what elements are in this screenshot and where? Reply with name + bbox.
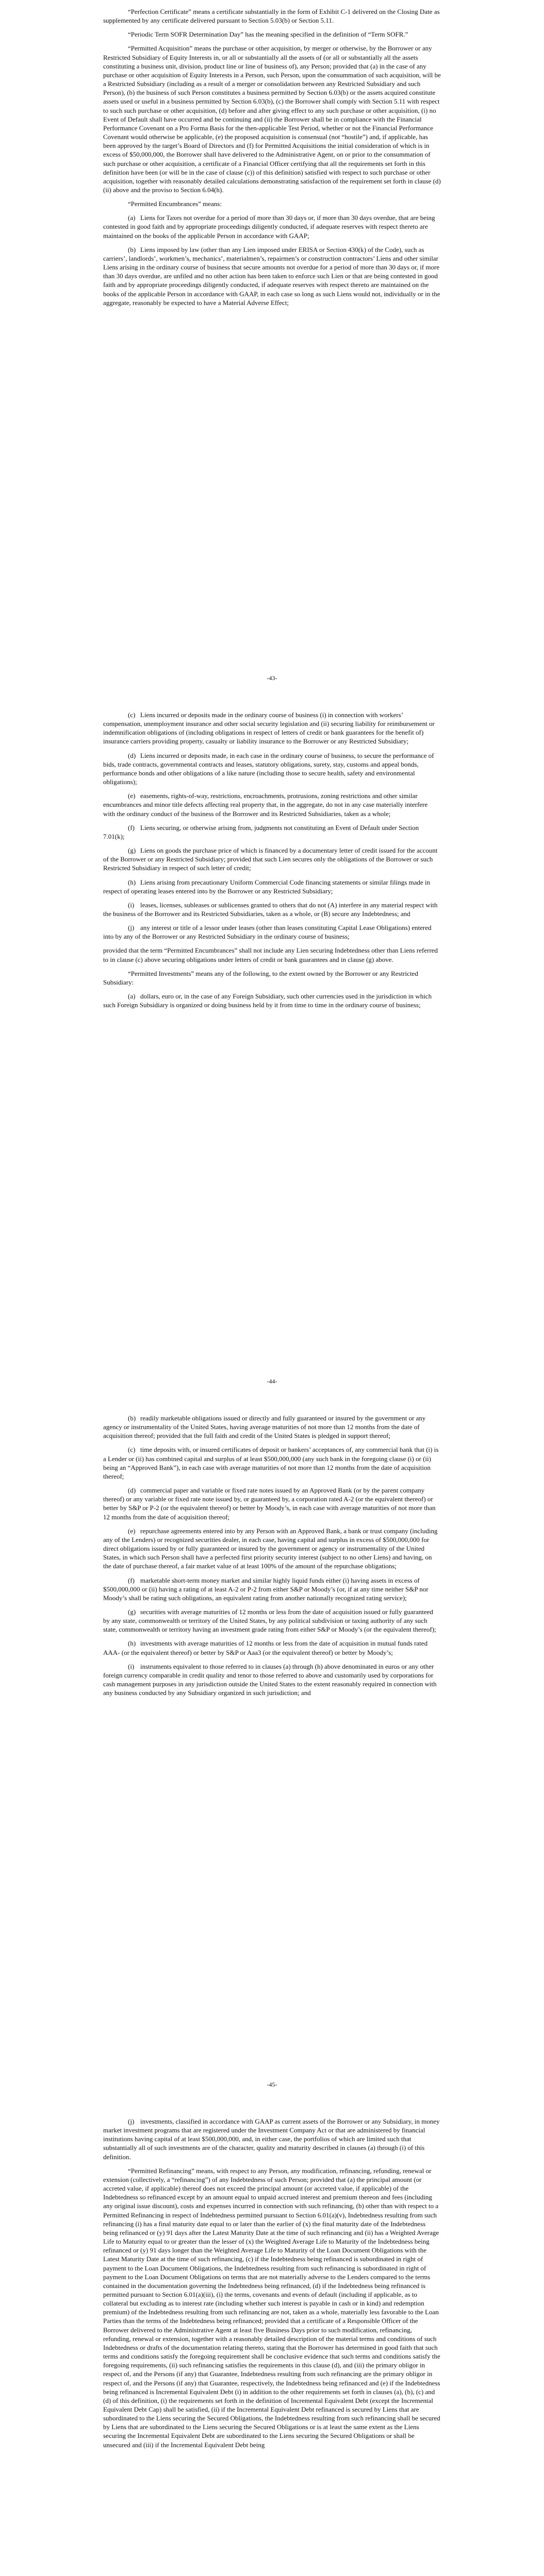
clause-label: (d) xyxy=(128,1486,136,1495)
clause-label: (e) xyxy=(128,792,136,800)
clause-label: (j) xyxy=(128,2117,135,2125)
clause-text: Liens incurred or deposits made, in each case in the ordinary course of business, to secure the performance of bids, trade contracts, governmental contracts and leases, statutory obligations, surety, stay, customs and appeal bonds, performance bonds and other obligations of a like nature (including those to secure health, safety and environmental obligations); xyxy=(103,751,434,786)
clause-label: (j) xyxy=(128,924,135,932)
enumerated-clause xyxy=(103,1607,441,1634)
clause-label: (g) xyxy=(128,1607,136,1616)
document-page xyxy=(0,703,544,1406)
definition-paragraph: “Perfection Certificate” means a certificate substantially in the form of Exhibit C-1 delivered on the Closing Date as supplemented by any certificate delivered pursuant to Section 5.03(b) or Section 5.11. xyxy=(103,8,440,25)
clause-text: leases, licenses, subleases or sublicenses granted to others that do not (A) interfere in any material respect with the business of the Borrower and its Restricted Subsidiaries, taken as a whole, or (B) secure any Indebtedness; and xyxy=(103,901,438,918)
document-page xyxy=(0,0,544,703)
enumerated-clause xyxy=(103,213,441,240)
clause-text: Liens arising from precautionary Uniform Commercial Code financing statements or similar filings made in respect of operating leases entered into by the Borrower or any Restricted Subsidiary; xyxy=(103,878,431,895)
clause-label: (e) xyxy=(128,1527,136,1535)
clause-text: Liens incurred or deposits made in the ordinary course of business (i) in connection with workers’ compensation, unemployment insurance and other social security legislation and (ii) securing liability for reimbursement or indemnification obligations of (including obligations in respect of letters of credit or bank guarantees for the benefit of) insurance carriers providing property, casualty or liability insurance to the Borrower or any Restricted Subsidiary; xyxy=(103,711,435,745)
page-number: -45- xyxy=(267,2081,277,2089)
clause-text: Liens imposed by law (other than any Lien imposed under ERISA or Section 430(k) of the Code), such as carriers’, landlords’, workmen’s, mechanics’, materialmen’s, repairmen’s or construction contractors’ Liens and other similar Liens arising in the ordinary course of business that secure amounts not overdue for a period of more than 30 days or, if more than 30 days overdue, are unfiled and no other action has been taken to enforce such Lien or that are being contested in good faith and by appropriate proceedings diligently conducted, if adequate reserves with respect thereto are maintained on the books of the applicable Person in accordance with GAAP, in each case so long as such Liens would not, individually or in the aggregate, reasonably be expected to have a Material Adverse Effect; xyxy=(103,245,440,307)
clause-label: (f) xyxy=(128,1576,135,1584)
clause-text: Liens on goods the purchase price of which is financed by a documentary letter of credit issued for the account of the Borrower or any Restricted Subsidiary; provided that such Lien secures only the obligations of the Borrower or such Restricted Subsidiary in respect of such letter of credit; xyxy=(103,846,438,872)
clause-text: marketable short-term money market and similar highly liquid funds either (i) having assets in excess of $500,000,000 or (ii) having a rating of at least A-2 or P-2 from either S&P or Moody’s (or, if at any time neither S&P nor Moody’s shall be rating such obligations, an equivalent rating from another nationally recognized rating service); xyxy=(103,1576,428,1602)
enumerated-clause xyxy=(103,923,441,941)
clause-text: securities with average maturities of 12 months or less from the date of acquisition issued or fully guaranteed by any state, commonwealth or territory of the United States, by any political subdivision or taxing authority of any such state, commonwealth or territory having an investment grade rating from either S&P or Moody’s (or the equivalent thereof); xyxy=(103,1607,436,1634)
enumerated-clause xyxy=(103,878,441,895)
enumerated-clause xyxy=(103,710,441,746)
definition-paragraph: “Permitted Acquisition” means the purchase or other acquisition, by merger or otherwise, by the Borrower or any Restricted Subsidiary of Equity Interests in, or all or substantially all the assets of (or all or substantially all the assets constituting a business unit, division, product line or line of business of), any Person; provided that (a) in the case of any purchase or other acquisition of Equity Interests in a Person, such Person, upon the consummation of such acquisition, will be a Restricted Subsidiary (including as a result of a merger or consolidation between any Restricted Subsidiary and such Person), (b) the business of such Person constitutes a business permitted by Section 6.03(b) or the assets acquired constitute assets used or useful in a business permitted by Section 6.03(b), (c) the Borrower shall comply with Section 5.11 with respect to such such purchase or other acquisition, (d) before and after giving effect to any such purchase or other acquisition, (i) no Event of Default shall have occurred and be continuing and (ii) the Borrower shall be in compliance with the Financial Performance Covenant on a Pro Forma Basis for the then-applicable Test Period, whether or not the Financial Performance Covenant would otherwise be applicable, (e) the proposed acquisition is consensual (not “hostile”) and, if applicable, has been approved by the target’s Board of Directors and (f) for Permitted Acquisitions the initial consideration of which is in excess of $50,000,000, the Borrower shall have delivered to the Administrative Agent, on or prior to the consummation of such purchase or other acquisition, a certificate of a Financial Officer certifying that all the requirements set forth in this definition have been (or will be in the case of clause (c)) of this definition) satisfied with respect to such purchase or other acquisition, together with reasonably detailed calculations demonstrating satisfaction of the requirement set forth in clause (d)(ii) above and the proviso to Section 6.04(h). xyxy=(103,44,441,194)
clause-text: any interest or title of a lessor under leases (other than leases constituting Capital Lease Obligations) entered into by any of the Borrower or any Restricted Subsidiary in the ordinary course of business; xyxy=(103,924,432,941)
clause-label: (d) xyxy=(128,751,136,759)
clause-label: (b) xyxy=(128,1414,136,1422)
enumerated-clause xyxy=(103,901,441,918)
clause-label: (h) xyxy=(128,1639,136,1648)
enumerated-clause xyxy=(103,846,441,872)
document-page xyxy=(0,1406,544,2110)
enumerated-clause xyxy=(103,751,441,787)
enumerated-clause xyxy=(103,992,441,1009)
enumerated-clause xyxy=(103,1576,441,1602)
definition-paragraph: “Permitted Investments” means any of the following, to the extent owned by the Borrower or any Restricted Subsidiary: xyxy=(103,969,418,986)
clause-text: dollars, euro or, in the case of any Foreign Subsidiary, such other currencies used in the jurisdiction in which such Foreign Subsidiary is organized or doing business held by it from time to time in the ordinary course of business; xyxy=(103,992,432,1009)
enumerated-clause xyxy=(103,791,441,818)
clause-text: investments, classified in accordance with GAAP as current assets of the Borrower or any Subsidiary, in money market investment programs that are registered under the Investment Company Act or that are administered by financial institutions having capital of at least $500,000,000, and, in either case, the portfolios of which are limited such that substantially all of such investments are of the character, quality and maturity described in clauses (a) through (i) of this definition. xyxy=(103,2117,440,2161)
page-number: -44- xyxy=(267,1378,277,1385)
clause-text: repurchase agreements entered into by any Person with an Approved Bank, a bank or trust company (including any of the Lenders) or recognized securities dealer, in each case, having capital and surplus in excess of $500,000,000 for direct obligations issued by or fully guaranteed or insured by the government or agency or instrumentality of the United States, in which such Person shall have a perfected first priority security interest (subject to no other Liens) and having, on the date of purchase thereof, a fair market value of at least 100% of the amount of the repurchase obligations; xyxy=(103,1527,438,1570)
definition-paragraph: “Permitted Encumbrances” means: xyxy=(128,200,222,208)
definition-paragraph: “Permitted Refinancing” means, with respect to any Person, any modification, refinancing, refunding, renewal or extension (collectively, a “refinancing”) of any Indebtedness of such Person; provided that (a) the principal amount (or accreted value, if applicable) thereof does not exceed the principal amount (or accreted value, if applicable) of the Indebtedness so refinanced except by an amount equal to unpaid accrued interest and premium thereon and fees (including any original issue discount), costs and expenses incurred in connection with such refinancing, (b) other than with respect to a Permitted Refinancing in respect of Indebtedness permitted pursuant to Section 6.01(a)(v), Indebtedness resulting from such refinancing (i) has a final maturity date equal to or later than the earlier of (x) the final maturity date of the Indebtedness being refinanced or (y) 91 days after the Latest Maturity Date at the time of such refinancing and (ii) has a Weighted Average Life to Maturity equal to or greater than the lesser of (x) the Weighted Average Life to Maturity of the Indebtedness being refinanced or (y) 91 days longer than the Weighted Average Life to Maturity of the Loan Document Obligations with the Latest Maturity Date at the time of such refinancing, (c) if the Indebtedness being refinanced is subordinated in right of payment to the Loan Document Obligations, the Indebtedness resulting from such refinancing is subordinated in right of payment to the Loan Document Obligations on terms that are not materially adverse to the Lenders compared to the terms contained in the documentation governing the Indebtedness being refinanced, (d) if the Indebtedness being refinanced is permitted pursuant to Section 6.01(a)(iii), (i) the terms, covenants and events of default (including if applicable, as to collateral but excluding as to interest rate (including whether such interest is payable in cash or in kind) and redemption premium) of the Indebtedness resulting from such refinancing are not, taken as a whole, materially less favorable to the Loan Parties than the terms of the Indebtedness being refinanced; provided that a certificate of a Responsible Officer of the Borrower delivered to the Administrative Agent at least five Business Days prior to such modification, refinancing, refunding, renewal or extension, together with a reasonably detailed description of the material terms and conditions of such Indebtedness or drafts of the documentation relating thereto, stating that the Borrower has determined in good faith that such terms and conditions satisfy the foregoing requirement shall be conclusive evidence that such terms and conditions satisfy the foregoing requirements, (ii) such refinancing satisfies the requirements in this clause (d), and (iii) the primary obligor in respect of, and the Persons (if any) that Guarantee, Indebtedness resulting from such refinancing are the primary obligor in respect of, and the Persons (if any) that Guarantee, respectively, the Indebtedness being refinanced and (e) if the Indebtedness being refinanced is Incremental Equivalent Debt (i) in addition to the other requirements set forth in clauses (a), (b), (c) and (d) of this definition, (i) the requirements set forth in the definition of Incremental Equivalent Debt (except the Incremental Equivalent Debt Cap) shall be satisfied, (ii) if the Incremental Equivalent Debt refinanced is secured by Liens that are subordinated to the Liens securing the Secured Obligations, the Indebtedness resulting from such refinancing shall be secured by Liens that are subordinated to the Liens securing the Secured Obligations or is at least the same extent as the Liens securing the Incremental Equivalent Debt are subordinated to the Liens securing the Secured Obligations or shall be unsecured and (iii) if the Incremental Equivalent Debt being xyxy=(103,2166,440,2449)
proviso-paragraph: provided that the term “Permitted Encumbrances” shall not include any Lien securing Indebtedness other than Liens referred to in clause (c) above securing obligations under letters of credit or bank guarantees and in clause (g) above. xyxy=(103,946,438,963)
clause-text: Liens for Taxes not overdue for a period of more than 30 days or, if more than 30 days overdue, that are being contested in good faith and by appropriate proceedings diligently conducted, if adequate reserves with respect thereto are maintained on the books of the applicable Person in accordance with GAAP; xyxy=(103,214,435,240)
enumerated-clause xyxy=(103,1414,441,1440)
enumerated-clause xyxy=(103,1486,441,1521)
enumerated-clause xyxy=(103,245,441,307)
clause-label: (a) xyxy=(128,214,136,222)
enumerated-clause xyxy=(103,823,441,841)
clause-label: (c) xyxy=(128,711,136,719)
page-number: -43- xyxy=(267,674,277,682)
enumerated-clause xyxy=(103,1639,441,1656)
clause-label: (h) xyxy=(128,878,136,886)
clause-text: instruments equivalent to those referred to in clauses (a) through (h) above denominated in euros or any other foreign currency comparable in credit quality and tenor to those referred to above and customarily used by corporations for cash management purposes in any jurisdiction outside the United States to the extent reasonably required in connection with any business conducted by any Subsidiary organized in such jurisdiction; and xyxy=(103,1662,437,1697)
enumerated-clause xyxy=(103,1527,441,1571)
clause-text: readily marketable obligations issued or directly and fully guaranteed or insured by the government or any agency or instrumentality of the United States, having average maturities of not more than 12 months from the date of acquisition thereof; provided that the full faith and credit of the United States is pledged in support thereof; xyxy=(103,1414,426,1440)
clause-label: (c) xyxy=(128,1446,136,1454)
clause-text: Liens securing, or otherwise arising from, judgments not constituting an Event of Default under Section 7.01(k); xyxy=(103,823,419,840)
clause-label: (i) xyxy=(128,901,135,909)
definition-paragraph: “Periodic Term SOFR Determination Day” has the meaning specified in the definition of “Term SOFR.” xyxy=(128,30,408,39)
clause-label: (b) xyxy=(128,245,136,253)
enumerated-clause xyxy=(103,1662,441,1698)
enumerated-clause xyxy=(103,2117,441,2161)
clause-label: (a) xyxy=(128,992,136,1001)
clause-text: investments with average maturities of 12 months or less from the date of acquisition in mutual funds rated AAA- (or the equivalent thereof) or better by S&P or Aaa3 (or the equivalent thereof) or better by Moody’s; xyxy=(103,1639,428,1656)
clause-text: time deposits with, or insured certificates of deposit or bankers’ acceptances of, any commercial bank that (i) is a Lender or (ii) has combined capital and surplus of at least $500,000,000 (any such bank in the foregoing clause (i) or (ii) being an “Approved Bank”), in each case with average maturities of not more than 12 months from the date of acquisition thereof; xyxy=(103,1446,439,1480)
clause-text: easements, rights-of-way, restrictions, encroachments, protrusions, zoning restrictions and other similar encumbrances and minor title defects affecting real property that, in the aggregate, do not in any case materially interfere with the ordinary conduct of the business of the Borrower and its Restricted Subsidiaries, taken as a whole; xyxy=(103,792,428,818)
clause-text: commercial paper and variable or fixed rate notes issued by an Approved Bank (or by the parent company thereof) or any variable or fixed rate note issued by, or guaranteed by, a corporation rated A-2 (or the equivalent thereof) or better by S&P or P-2 (or the equivalent thereof) or better by Moody’s, in each case with average maturities of not more than 12 months from the date of acquisition thereof; xyxy=(103,1486,436,1521)
clause-label: (g) xyxy=(128,846,136,855)
document-page xyxy=(0,2110,544,2576)
clause-label: (f) xyxy=(128,823,135,832)
clause-label: (i) xyxy=(128,1662,135,1670)
enumerated-clause xyxy=(103,1445,441,1481)
